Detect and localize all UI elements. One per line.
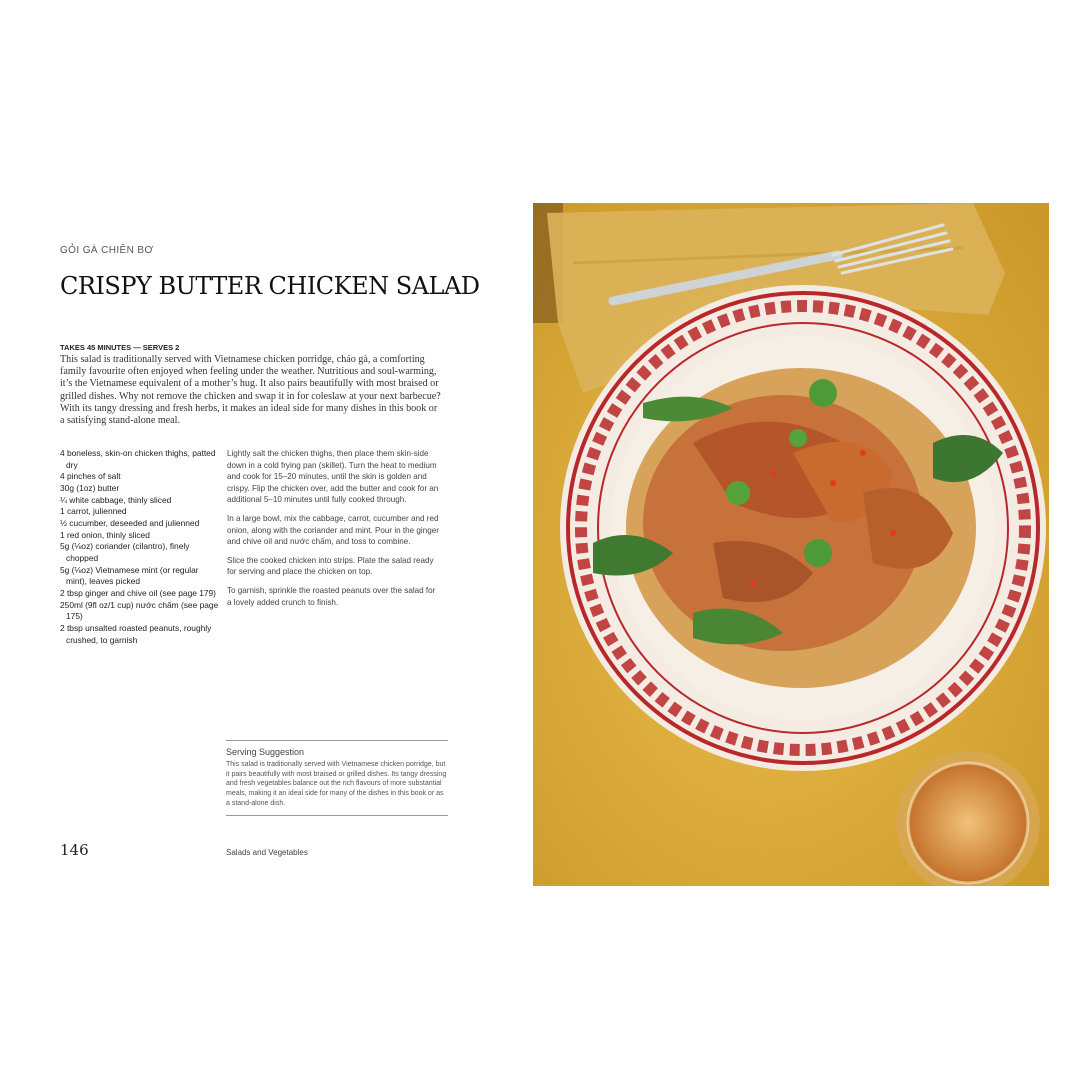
method-step: To garnish, sprinkle the roasted peanuts over the salad for a lovely added crunch to finish. <box>227 585 436 607</box>
food-photo <box>533 203 1049 886</box>
section-name: Salads and Vegetables <box>226 848 308 857</box>
ingredient-item: 250ml (9fl oz/1 cup) nước chấm (see page 175) <box>60 599 219 622</box>
method-step: Slice the cooked chicken into strips. Plate the salad ready for serving and place the chicken on top. <box>227 555 434 577</box>
ingredient-item: ¼ white cabbage, thinly sliced <box>60 494 172 505</box>
ingredient-item: 2 tbsp unsalted roasted peanuts, roughly crushed, to garnish <box>60 622 212 645</box>
ingredient-item: 2 tbsp ginger and chive oil (see page 179) <box>60 587 216 598</box>
ingredient-item: 30g (1oz) butter <box>60 482 120 493</box>
ingredient-list <box>60 448 220 646</box>
serving-suggestion-box <box>226 740 448 816</box>
ingredient-item: 4 pinches of salt <box>60 471 121 482</box>
ingredient-item: 5g (⅛oz) coriander (cilantro), finely chopped <box>60 541 190 563</box>
ingredient-item: 1 red onion, thinly sliced <box>60 529 150 540</box>
method-step: Lightly salt the chicken thighs, then place them skin-side down in a cold frying pan (skillet). Turn the heat to medium and cook for 15–20 minutes, until the skin is golden and crispy. Flip the chicken over, add the butter and cook for an additional 5–10 minutes until fully cooked through. <box>227 449 439 505</box>
method-step: In a large bowl, mix the cabbage, carrot, cucumber and red onion, along with the coriander and mint. Pour in the ginger and chive oil and nước chấm, and toss to combine. <box>227 513 439 547</box>
page-number: 146 <box>60 841 89 859</box>
ingredient-item: 5g (⅛oz) Vietnamese mint (or regular mint), leaves picked <box>60 564 199 587</box>
method-steps <box>227 448 442 615</box>
recipe-native-name: GỎI GÀ CHIÊN BƠ <box>60 245 154 256</box>
recipe-intro: This salad is traditionally served with Vietnamese chicken porridge, cháo gà, a comforting family favourite often enjoyed when feeling under the weather. Nutritious and soul-warming, it’s the Vietnamese equivalent of a mother’s hug. It also pairs beautifully with most braised or grilled dishes. Why not remove the chicken and swap it in for coleslaw at your next barbecue? With its tangy dressing and fresh herbs, it makes an ideal side for many dishes in this book or a satisfying stand-alone meal. <box>60 354 441 427</box>
ingredient-item: 1 carrot, julienned <box>60 506 127 517</box>
serving-suggestion-text: This salad is traditionally served with Vietnamese chicken porridge, but it pairs beautifully with most braised or grilled dishes. Its tangy dressing and fresh vegetables balance out the rich flavours of more substantial meals, making it an ideal side for many of the dishes in this book or as a stand-alone dish. <box>226 761 447 807</box>
recipe-meta: TAKES 45 MINUTES — SERVES 2 <box>60 343 180 352</box>
ingredient-item: 4 boneless, skin-on chicken thighs, patted dry <box>60 448 216 470</box>
recipe-title: CRISPY BUTTER CHICKEN SALAD <box>60 272 480 300</box>
ingredient-item: ½ cucumber, deseeded and julienned <box>60 517 200 528</box>
serving-suggestion-title: Serving Suggestion <box>226 747 305 757</box>
